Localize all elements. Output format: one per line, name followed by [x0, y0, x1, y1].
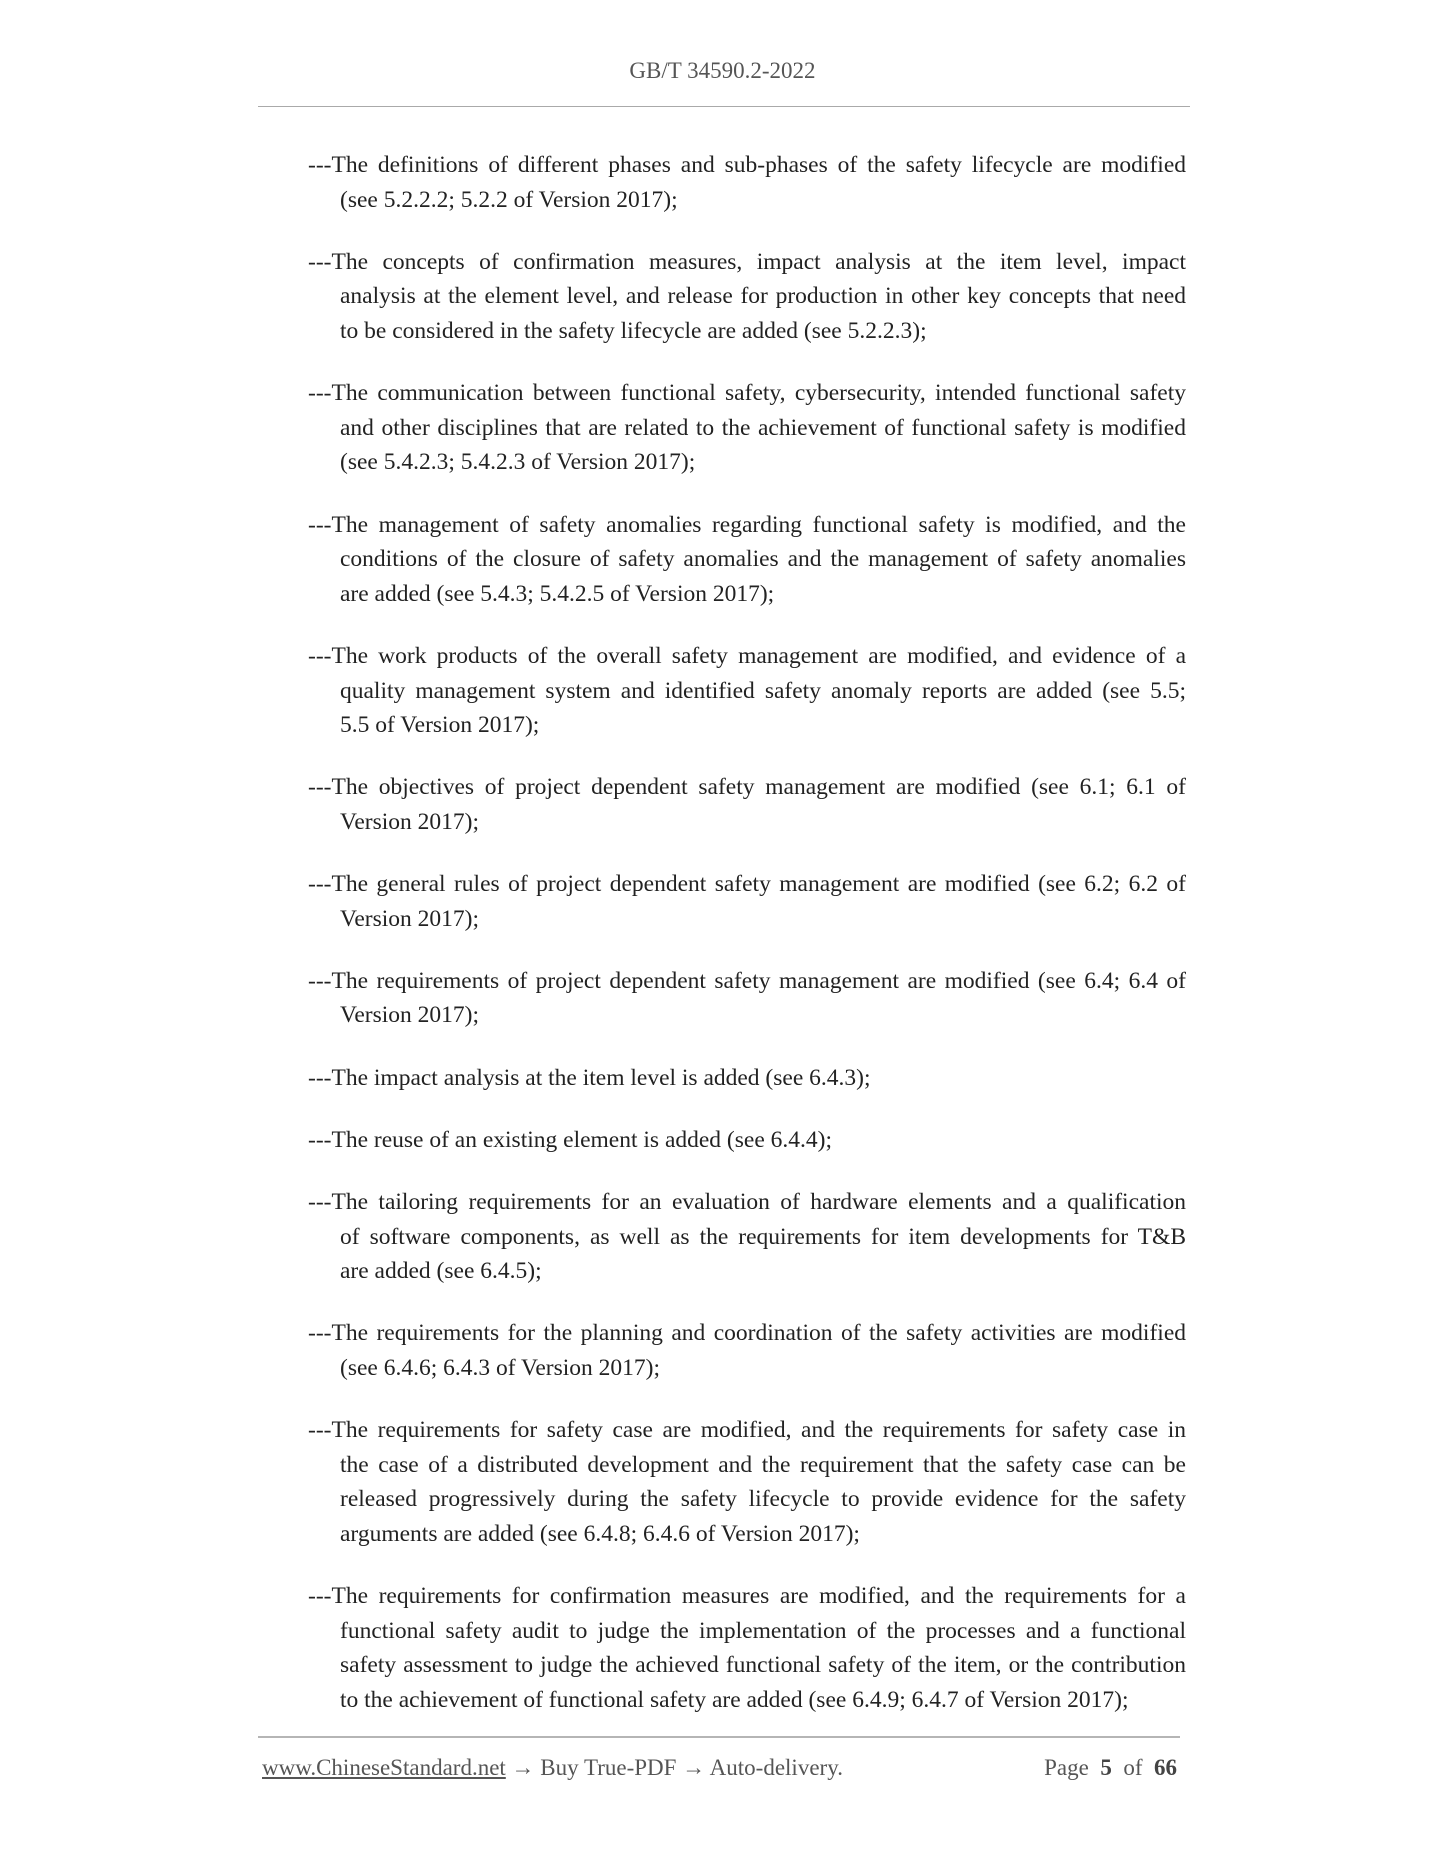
of-label: of [1123, 1755, 1143, 1780]
list-item [308, 245, 1186, 349]
footer-left [262, 1755, 843, 1781]
document-body [308, 148, 1186, 1745]
page-label: Page [1044, 1755, 1089, 1780]
text-line: are added (see 6.4.5); [340, 1258, 542, 1285]
page-total: 66 [1154, 1755, 1177, 1780]
text-line: (see 5.4.2.3; 5.4.2.3 of Version 2017); [340, 449, 696, 476]
text-line: ---The objectives of project dependent safety management are modified (see 6.1; 6.1 of [308, 774, 1186, 801]
website-link[interactable]: www.ChineseStandard.net [262, 1755, 506, 1780]
text-line: ---The communication between functional safety, cybersecurity, intended functional safety [308, 380, 1186, 407]
text-line: ---The reuse of an existing element is added (see 6.4.4); [308, 1126, 832, 1153]
text-line: 5.5 of Version 2017); [340, 712, 540, 739]
text-line: to the achievement of functional safety are added (see 6.4.9; 6.4.7 of Version 2017); [340, 1686, 1129, 1713]
list-item [308, 1123, 1186, 1158]
document-header-title: GB/T 34590.2-2022 [629, 58, 816, 83]
list-item [308, 770, 1186, 839]
text-line: to be considered in the safety lifecycle are added (see 5.2.2.3); [340, 317, 927, 344]
list-item [308, 867, 1186, 936]
text-line: are added (see 5.4.3; 5.4.2.5 of Version 2017); [340, 580, 775, 607]
page-footer [262, 1755, 1177, 1781]
text-line: ---The definitions of different phases and sub-phases of the safety lifecycle are modified [308, 152, 1186, 178]
text-line: ---The requirements for confirmation measures are modified, and the requirements for a [308, 1583, 1186, 1610]
buy-text: Buy True-PDF [540, 1755, 677, 1780]
list-item [308, 148, 1186, 217]
text-line: ---The requirements for safety case are modified, and the requirements for safety case in [308, 1417, 1186, 1444]
text-line: functional safety audit to judge the implementation of the processes and a functional [340, 1617, 1186, 1644]
text-line: ---The management of safety anomalies regarding functional safety is modified, and the [308, 511, 1186, 538]
text-line: (see 5.2.2.2; 5.2.2 of Version 2017); [340, 186, 678, 213]
header-divider [258, 106, 1190, 107]
text-line: ---The concepts of confirmation measures, impact analysis at the item level, impact [308, 248, 1186, 275]
list-item [308, 1413, 1186, 1551]
list-item [308, 1316, 1186, 1385]
text-line: of software components, as well as the requirements for item developments for T&B [340, 1223, 1186, 1250]
text-line: ---The work products of the overall safety management are modified, and evidence of a [308, 642, 1186, 669]
text-line: Version 2017); [340, 905, 480, 932]
text-line: conditions of the closure of safety anomalies and the management of safety anomalies [340, 546, 1186, 573]
list-item [308, 508, 1186, 612]
text-line: arguments are added (see 6.4.8; 6.4.6 of Version 2017); [340, 1520, 860, 1547]
list-item [308, 376, 1186, 480]
list-item [308, 1579, 1186, 1717]
page-number: 5 [1100, 1755, 1112, 1780]
page-indicator [1044, 1755, 1177, 1781]
arrow-icon: → [511, 1755, 535, 1780]
text-line: ---The requirements for the planning and coordination of the safety activities are modified [308, 1320, 1186, 1347]
text-line: and other disciplines that are related to the achievement of functional safety is modified [340, 414, 1186, 441]
text-line: released progressively during the safety lifecycle to provide evidence for the safety [340, 1486, 1186, 1513]
text-line: ---The impact analysis at the item level is added (see 6.4.3); [308, 1064, 871, 1091]
text-line: ---The general rules of project dependent safety management are modified (see 6.2; 6.2 of [308, 871, 1186, 898]
text-line: ---The requirements of project dependent safety management are modified (see 6.4; 6.4 of [308, 967, 1186, 994]
text-line: (see 6.4.6; 6.4.3 of Version 2017); [340, 1354, 661, 1381]
list-item [308, 964, 1186, 1033]
text-line: analysis at the element level, and release for production in other key concepts that need [340, 283, 1186, 310]
text-line: Version 2017); [340, 1002, 480, 1029]
text-line: safety assessment to judge the achieved functional safety of the item, or the contribution [340, 1652, 1186, 1679]
list-item [308, 1185, 1186, 1289]
footer-divider [258, 1736, 1180, 1738]
list-item [308, 1061, 1186, 1096]
text-line: ---The tailoring requirements for an evaluation of hardware elements and a qualification [308, 1189, 1186, 1215]
text-line: Version 2017); [340, 808, 480, 835]
list-item [308, 639, 1186, 743]
arrow-icon: → [682, 1755, 706, 1780]
text-line: the case of a distributed development and the requirement that the safety case can be [340, 1451, 1186, 1478]
text-line: quality management system and identified safety anomaly reports are added (see 5.5; [340, 677, 1186, 704]
delivery-text: Auto-delivery. [709, 1755, 843, 1780]
